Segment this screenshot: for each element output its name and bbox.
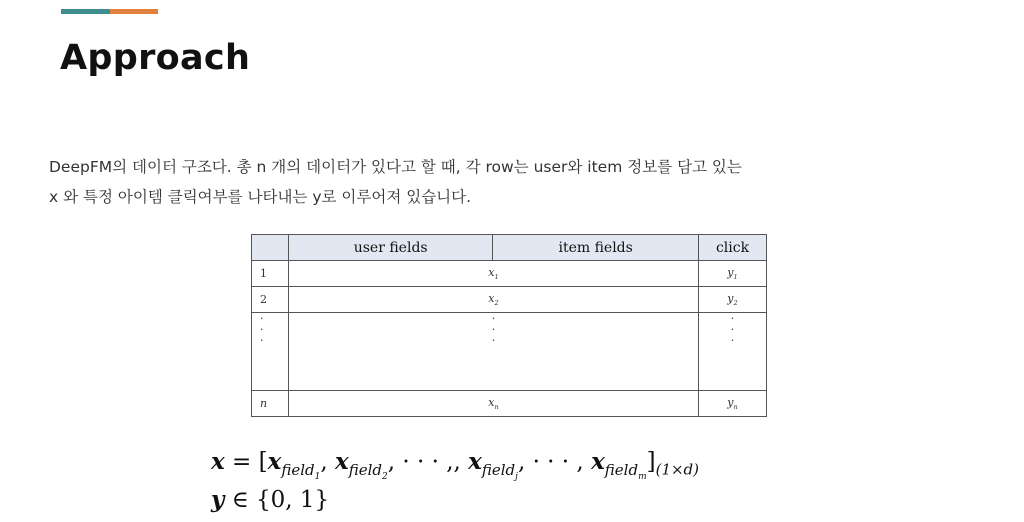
header-click: click <box>699 235 767 261</box>
row-y: $y_1$ <box>699 261 767 287</box>
row-x: $x_n$ <box>289 390 699 416</box>
table-ellipsis-row <box>252 313 767 390</box>
ellipsis-x: · · · <box>289 313 699 390</box>
formula-y-definition: y ∈ {0, 1} <box>211 486 330 513</box>
header-index <box>252 235 289 261</box>
table-row <box>252 287 767 313</box>
data-structure-table <box>251 234 767 417</box>
slide-title: Approach <box>60 38 251 78</box>
row-x: $x_2$ <box>289 287 699 313</box>
row-y: $y_2$ <box>699 287 767 313</box>
row-index: 1 <box>252 261 289 287</box>
description-line-1: DeepFM의 데이터 구조다. 총 n 개의 데이터가 있다고 할 때, 각 row는 user와 item 정보를 담고 있는 <box>49 158 742 176</box>
accent-bar-teal <box>61 9 110 14</box>
accent-bar-orange <box>110 9 158 14</box>
table-header-row <box>252 235 767 261</box>
formula-x-definition: $x = [x_{field_1}$, $x_{field_2}$, · · · ,, $x_{field_j}$, · · · , $x_{field_m}]_{(1\times d)}$ <box>211 448 700 482</box>
row-index: 2 <box>252 287 289 313</box>
row-x: $x_1$ <box>289 261 699 287</box>
row-y: $y_n$ <box>699 390 767 416</box>
table-row <box>252 261 767 287</box>
row-index: n <box>252 390 289 416</box>
header-user-fields: user fields <box>289 235 493 261</box>
ellipsis-index: · · · <box>252 313 289 390</box>
description <box>49 152 742 212</box>
ellipsis-y: · · · <box>699 313 767 390</box>
header-item-fields: item fields <box>493 235 699 261</box>
description-line-2: x 와 특정 아이템 클릭여부를 나타내는 y로 이루어져 있습니다. <box>49 188 472 206</box>
table-row <box>252 390 767 416</box>
